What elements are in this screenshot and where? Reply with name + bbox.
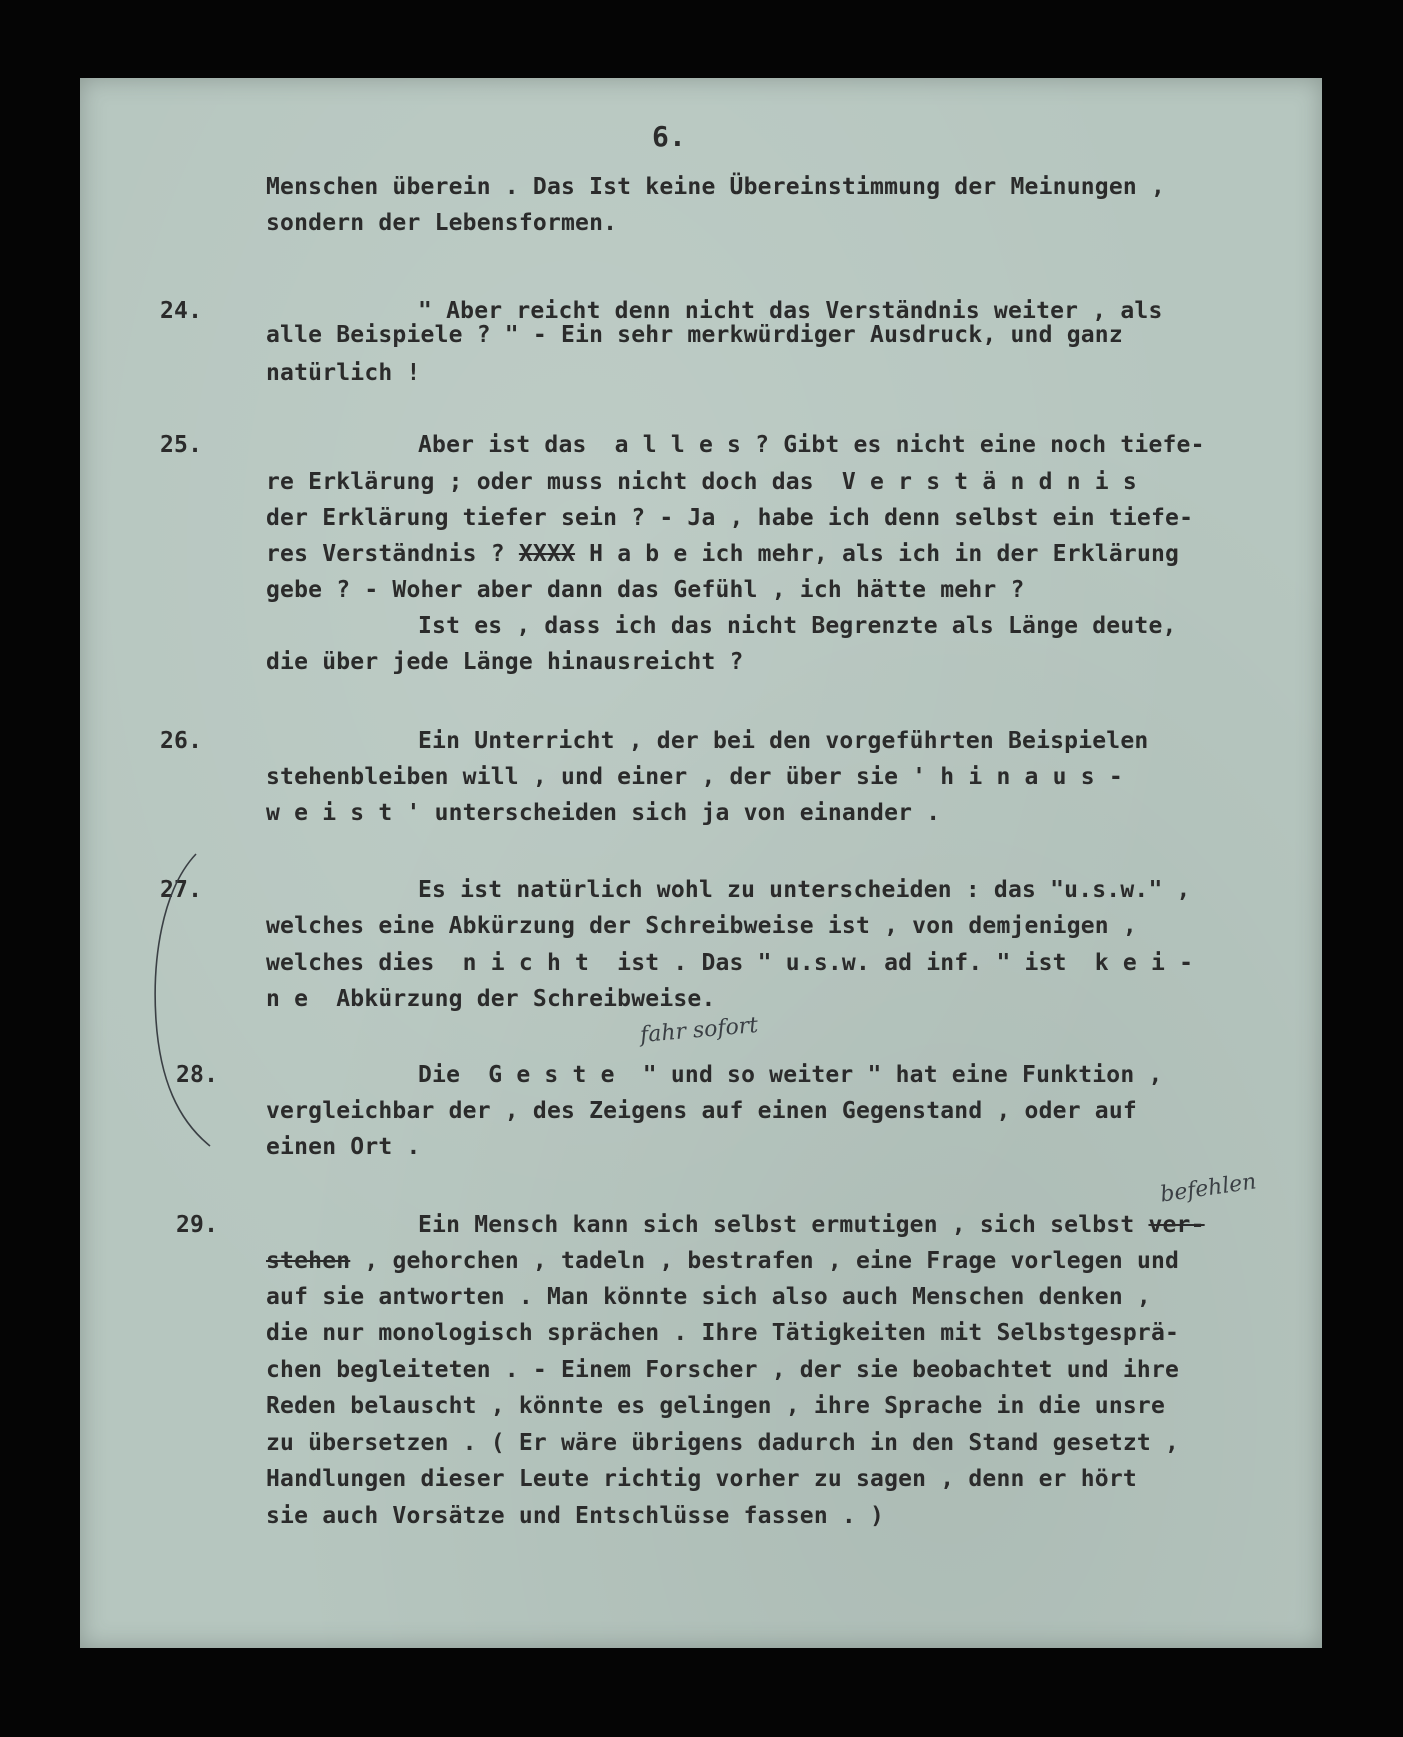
- section-29-line: [266, 1430, 1179, 1456]
- margin-bracket-mark: [148, 850, 218, 1150]
- section-29-line: Handlungen dieser Leute richtig vorher zu sagen , denn er hört: [266, 1466, 1137, 1492]
- section-27-line: welches eine Abkürzung der Schreibweise ist , von demjenigen ,: [266, 913, 1137, 939]
- section-25-line: [266, 541, 1179, 567]
- section-29-text: zu übersetzen . ( Er wäre übrigens dadurch in: [266, 1430, 913, 1456]
- handwritten-note: fahr sofort: [639, 1012, 760, 1049]
- section-25-line: re Erklärung ; oder muss nicht doch das V e r s t ä n d n i s: [266, 469, 1137, 495]
- section-28-line: Die G e s t e " und so weiter " hat eine Funktion ,: [418, 1062, 1163, 1088]
- section-29-text: , gehorchen , tadeln , bestrafen , eine Frage vorlegen und: [350, 1248, 1180, 1274]
- section-25-line: die über jede Länge hinausreicht ?: [266, 649, 744, 675]
- section-26-line: Ein Unterricht , der bei den vorgeführten Beispielen: [418, 728, 1149, 754]
- page-number: 6.: [652, 120, 687, 153]
- section-number-24: 24.: [160, 298, 203, 324]
- section-25-line: der Erklärung tiefer sein ? - Ja , habe ich denn selbst ein tiefe-: [266, 505, 1194, 531]
- section-24-line: " Aber reicht denn nicht das Verständnis weiter , als: [418, 298, 1163, 324]
- intro-line: Menschen überein . Das Ist keine Übereinstimmung der Meinungen ,: [266, 174, 1166, 200]
- struck-out-text: ver-: [1148, 1212, 1205, 1238]
- struck-out-text: stehen: [266, 1248, 351, 1274]
- section-number-26: 26.: [160, 728, 203, 754]
- section-number-29: 29.: [176, 1212, 219, 1238]
- section-number-25: 25.: [160, 432, 203, 458]
- section-29-text: den Stand gesetzt ,: [912, 1430, 1180, 1456]
- section-26-line: stehenbleiben will , und einer , der über sie ' h i n a u s -: [266, 764, 1123, 790]
- section-25-text: H a b e ich mehr, als ich in der Erklärung: [575, 541, 1180, 567]
- section-number-27: 27.: [160, 877, 203, 903]
- section-27-line: n e Abkürzung der Schreibweise.: [266, 986, 716, 1012]
- section-25-text: res Verständnis ?: [266, 541, 519, 567]
- section-29-line: chen begleiteten . - Einem Forscher , der sie beobachtet und ihre: [266, 1357, 1180, 1383]
- section-26-line: w e i s t ' unterscheiden sich ja von einander .: [266, 800, 941, 826]
- section-29-line: auf sie antworten . Man könnte sich also auch Menschen denken ,: [266, 1284, 1151, 1310]
- section-27-line: Es ist natürlich wohl zu unterscheiden : das "u.s.w." ,: [418, 877, 1191, 903]
- section-25-line: Aber ist das a l l e s ? Gibt es nicht eine noch tiefe-: [418, 432, 1205, 458]
- section-29-line: die nur monologisch sprächen . Ihre Tätigkeiten mit Selbstgesprä-: [266, 1320, 1180, 1346]
- section-27-line: welches dies n i c h t ist . Das " u.s.w. ad inf. " ist k e i -: [266, 950, 1194, 976]
- section-29-line: Reden belauscht , könnte es gelingen , ihre Sprache in die unsre: [266, 1393, 1166, 1419]
- section-24-line: natürlich !: [266, 360, 421, 386]
- section-29-line: [266, 1248, 1179, 1274]
- section-29-line: sie auch Vorsätze und Entschlüsse fassen . ): [266, 1503, 885, 1529]
- section-25-line: gebe ? - Woher aber dann das Gefühl , ich hätte mehr ?: [266, 577, 1025, 603]
- section-25-line: Ist es , dass ich das nicht Begrenzte als Länge deute,: [418, 613, 1177, 639]
- section-29-text: Ein Mensch kann sich selbst ermutigen , sich selbst: [418, 1212, 1149, 1238]
- handwritten-note: befehlen: [1158, 1169, 1258, 1208]
- section-24-line: alle Beispiele ? " - Ein sehr merkwürdiger Ausdruck, und ganz: [266, 322, 1123, 348]
- section-28-line: vergleichbar der , des Zeigens auf einen Gegenstand , oder auf: [266, 1098, 1137, 1124]
- struck-out-text: XXXX: [518, 541, 576, 567]
- section-number-28: 28.: [176, 1062, 219, 1088]
- intro-line: sondern der Lebensformen.: [266, 210, 618, 236]
- section-28-line: einen Ort .: [266, 1134, 421, 1160]
- section-29-line: [418, 1212, 1205, 1238]
